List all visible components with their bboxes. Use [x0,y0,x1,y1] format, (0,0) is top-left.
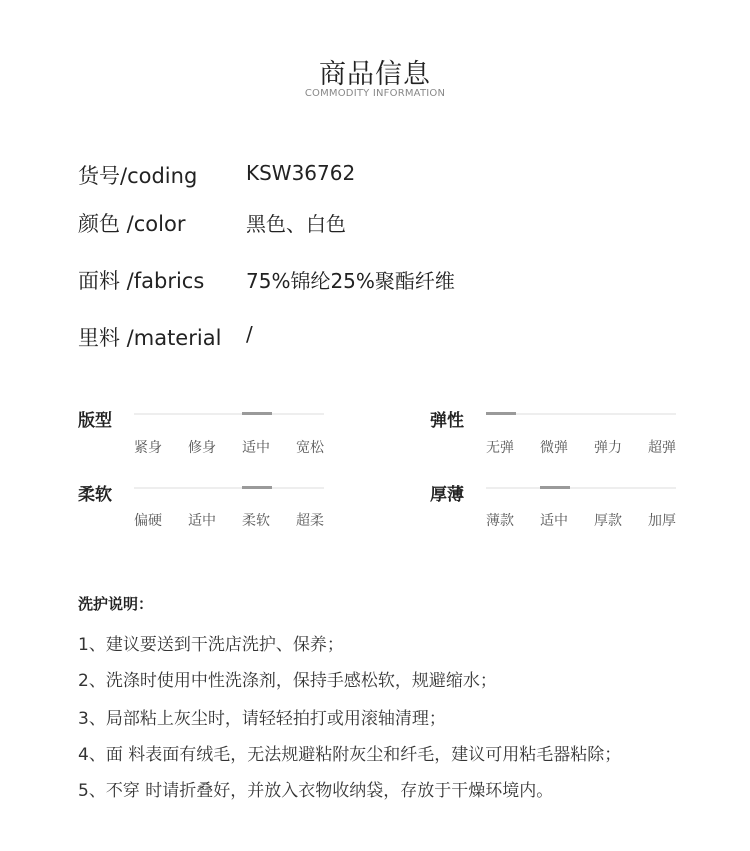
scale-marker-thickness [540,486,570,489]
scale-option: 偏硬 [134,513,162,529]
scale-option: 适中 [540,513,568,529]
scale-option: 加厚 [648,513,676,529]
care-item: 2、洗涤时使用中性洗涤剂，保持手感松软，规避缩水； [78,671,497,691]
scale-option: 适中 [242,440,270,456]
scale-marker-softness [242,486,272,489]
scale-option: 微弹 [540,440,568,456]
scale-track-softness [134,487,324,489]
scale-title-softness: 柔软 [78,485,112,505]
scale-marker-fit [242,412,272,415]
scale-option: 修身 [188,440,216,456]
info-value-fabrics: 75%锦纶25%聚酯纤维 [246,269,455,293]
care-item: 1、建议要送到干洗店洗护、保养； [78,635,344,655]
scale-option: 无弹 [486,440,514,456]
care-item: 5、不穿 时请折叠好，并放入衣物收纳袋，存放于干燥环境内。 [78,781,554,801]
scale-option: 超弹 [648,440,676,456]
scale-option: 厚款 [594,513,622,529]
scale-option: 弹力 [594,440,622,456]
care-item: 3、局部粘上灰尘时，请轻轻拍打或用滚轴清理； [78,709,446,729]
care-title: 洗护说明： [78,595,154,613]
info-label-coding: 货号/coding [78,164,198,188]
info-label-material: 里料 /material [78,326,222,350]
scale-title-thickness: 厚薄 [430,485,464,505]
info-label-fabrics: 面料 /fabrics [78,269,205,293]
scale-title-elasticity: 弹性 [430,411,464,431]
page-title: 商品信息 [319,59,431,90]
scale-track-thickness [486,487,676,489]
info-value-material: / [246,322,253,346]
info-label-color: 颜色 /color [78,212,186,236]
care-item: 4、面 料表面有绒毛，无法规避粘附灰尘和纤毛，建议可用粘毛器粘除； [78,745,622,765]
scale-option: 宽松 [296,440,324,456]
scale-marker-elasticity [486,412,516,415]
page-subtitle: COMMODITY INFORMATION [304,88,446,99]
scale-option: 柔软 [242,513,270,529]
info-value-color: 黑色、白色 [246,212,346,236]
scale-track-fit [134,413,324,415]
scale-title-fit: 版型 [78,411,112,431]
scale-option: 适中 [188,513,216,529]
info-value-coding: KSW36762 [246,161,356,185]
scale-option: 薄款 [486,513,514,529]
scale-option: 紧身 [134,440,162,456]
scale-option: 超柔 [296,513,324,529]
